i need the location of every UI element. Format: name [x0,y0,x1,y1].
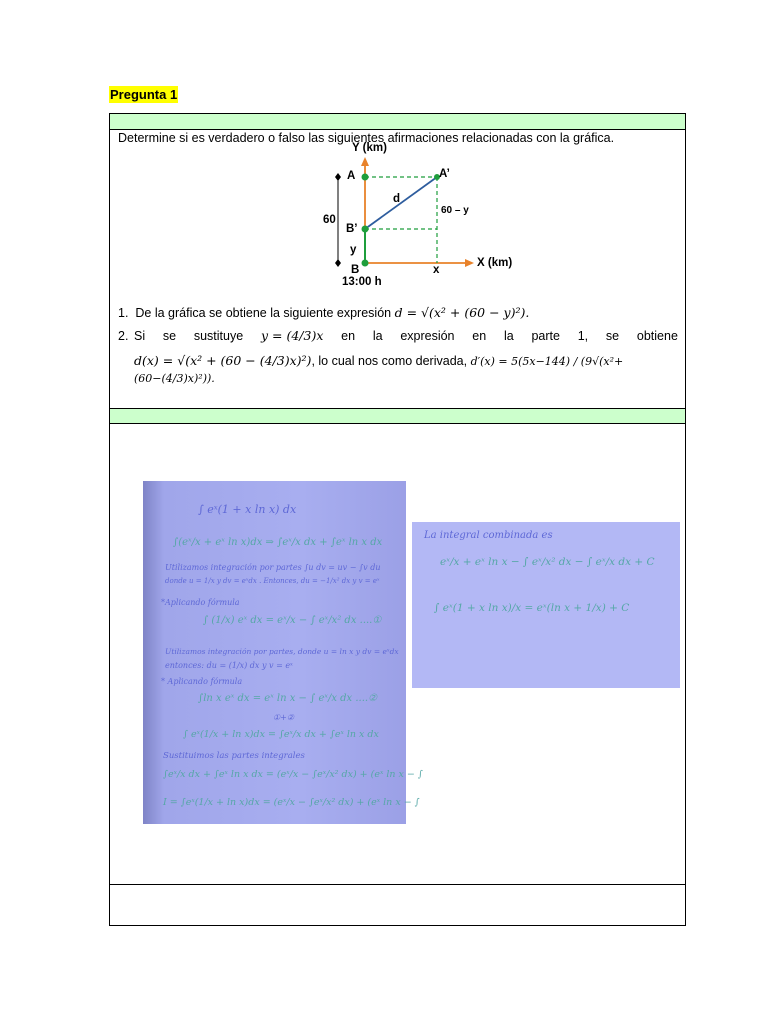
label-point-a: A [347,170,356,182]
handwritten-photo-1 [143,481,423,824]
time-label: 13:00 h [342,276,382,288]
y-axis-label: Y (km) [352,142,387,154]
hw-line: ∫ln x eˣ dx = eˣ ln x − ∫ eˣ/x dx ....② [198,693,378,704]
item-2-word: se [605,329,620,343]
item-1-number: 1. [118,306,129,320]
diagram-graphic [322,144,497,294]
item-2-dx-formula: d(x) = √(x² + (60 − (4/3)x)²) [134,353,312,368]
label-y: y [350,244,357,256]
point-a-marker [362,174,369,181]
hw-line: ①+② [273,713,295,722]
table-header-band [110,114,685,130]
item-1-formula: d = √(x² + (60 − y)²). [394,305,530,320]
item-2-word: sustituye [193,329,244,343]
answer-header-band [110,408,685,424]
item-1-text: De la gráfica se obtiene la siguiente expresión [135,306,392,320]
point-bprime-marker [362,226,369,233]
hw-line: eˣ/x + eˣ ln x − ∫ eˣ/x² dx − ∫ eˣ/x dx + C [440,556,655,568]
hw-line: ∫ eˣ(1 + x ln x) dx [198,503,297,516]
hw-line: donde u = 1/x y dv = eˣdx . Entonces, du = −1/x² dx y v = eˣ [165,577,380,585]
item-1 [118,305,678,321]
segment-d [365,177,437,229]
item-2-word: parte [531,329,560,343]
item-2-word: expresión [400,329,455,343]
row-divider [110,884,685,885]
hw-line: ∫(eˣ/x + eˣ ln x)dx ⇒ ∫eˣ/x dx + ∫eˣ ln x dx [173,537,383,548]
x-axis-label: X (km) [477,257,513,269]
distance-diagram [322,142,513,294]
label-x: x [433,264,440,276]
hw-line: Sustituimos las partes integrales [163,751,305,761]
item-2-word: la [503,329,514,343]
question-statement: Determine si es verdadero o falso las siguientes afirmaciones relacionadas con la gráfica. [118,131,615,145]
label-60: 60 [323,214,336,226]
item-2-word: en [341,329,356,343]
label-point-bprime: B’ [346,223,358,235]
item-2-substitution: y = (4/3)x [260,328,324,343]
item-2-line-2 [134,353,678,387]
item-2-mid-text: , lo cual nos como derivada, [311,354,468,368]
label-d: d [393,193,401,205]
item-2-word: 1, [577,329,589,343]
item-2-derivative-formula: d′(x) = 5(5x−144) / (9√(x²+(60−(4/3)x)²)). [134,355,624,385]
item-2-number: 2. [118,329,129,343]
item-2-word: se [162,329,177,343]
label-point-b: B [351,264,360,276]
item-2-word: Si [134,329,146,343]
hw-line: * Aplicando fórmula [161,677,243,686]
x-axis-arrow-icon [465,259,474,267]
hw-line: ∫eˣ/x dx + ∫eˣ ln x dx = (eˣ/x − ∫eˣ/x² dx) + (eˣ ln x − ∫ [163,769,423,780]
hw-line: I = ∫eˣ(1/x + ln x)dx = (eˣ/x − ∫eˣ/x² dx) + (eˣ ln x − ∫ [163,797,420,808]
y-axis-arrow-icon [361,157,369,166]
dimension-top-icon [335,173,341,181]
point-b-marker [362,260,369,267]
dimension-bottom-icon [335,259,341,267]
hw-line: entonces: du = (1/x) dx y v = eˣ [165,661,293,670]
item-2-word: en [472,329,487,343]
item-2-words [134,328,678,344]
label-point-aprime: A’ [439,168,450,180]
hw-line: *Aplicando fórmula [161,598,240,607]
label-60-minus-y: 60 – y [441,205,469,216]
hw-line: ∫ (1/x) eˣ dx = eˣ/x − ∫ eˣ/x² dx ....① [203,615,382,626]
hw-line: ∫ eˣ(1/x + ln x)dx = ∫eˣ/x dx + ∫eˣ ln x dx [183,729,379,740]
hw-line: La integral combinada es [424,530,553,541]
hw-line: Utilizamos integración por partes ∫u dv = uv − ∫v du [165,563,381,572]
item-2-word: obtiene [636,329,678,343]
item-2-word: la [372,329,383,343]
hw-line: Utilizamos integración por partes, donde u = ln x y dv = eˣdx [165,647,399,656]
handwritten-photo-2 [412,522,680,688]
question-heading: Pregunta 1 [110,87,178,102]
hw-line: ∫ eˣ(1 + x ln x)/x = eˣ(ln x + 1/x) + C [434,602,630,614]
